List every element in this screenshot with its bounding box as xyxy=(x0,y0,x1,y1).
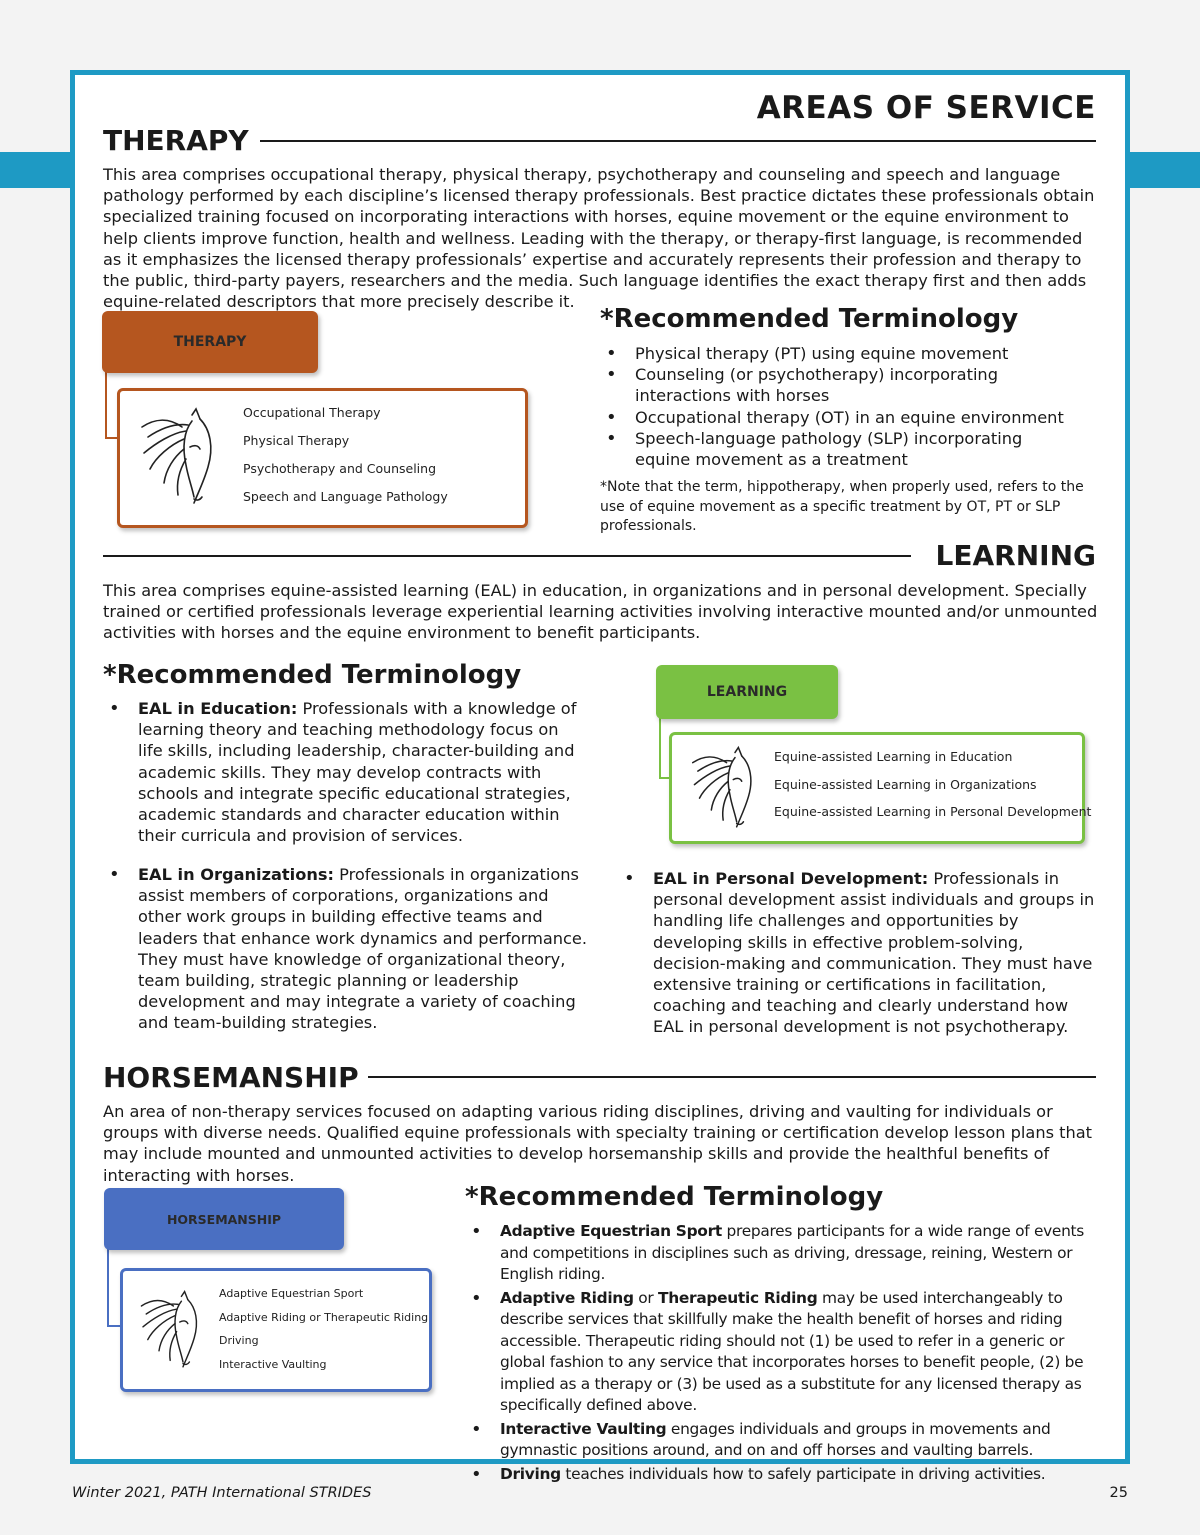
term-text: Professionals with a knowledge of learning theory and teaching methodology focus on life skills, including leadership, character-building and academic skills. They may develop contracts with schools and integrate specific educational strategies, academic standards and character education within their curricula and provision of services. xyxy=(138,699,577,846)
hippotherapy-note: *Note that the term, hippotherapy, when properly used, refers to the use of equine movement as a specific treatment by OT, PT or SLP professionals. xyxy=(600,479,1084,534)
therapy-diagram-item: Physical Therapy xyxy=(243,433,350,448)
therapy-diagram-item: Occupational Therapy xyxy=(243,405,381,420)
therapy-rule xyxy=(260,140,1096,142)
learning-diagram-item: Equine-assisted Learning in Education xyxy=(774,749,1013,764)
list-item: • Occupational therapy (OT) in an equine environment xyxy=(600,407,1080,428)
right-edge-tab xyxy=(1126,152,1200,188)
learning-terms-list-left-2 xyxy=(103,864,588,1034)
learning-rule xyxy=(103,555,911,557)
page-number: 25 xyxy=(1109,1485,1128,1501)
term-text: prepares participants for a wide range of events and competitions in disciplines such as driving, dressage, reining, Western or English riding. xyxy=(500,1222,1085,1283)
horsemanship-terms-list xyxy=(465,1221,1110,1485)
term-text: Professionals in personal development assist individuals and groups in handling life challenges and opportunities by developing skills in effective problem-solving, decision-making and communication. They must have extensive training or certifications in facilitation, coaching and teaching and clearly understand how EAL in personal development is not psychotherapy. xyxy=(653,869,1095,1037)
term-label: Adaptive Riding xyxy=(500,1288,634,1307)
therapy-diagram-box xyxy=(117,388,528,528)
term-text: Professionals in organizations assist members of corporations, organizations and other work groups in building effective teams and leaders that enhance work dynamics and performance. They must have knowledge of organizational theory, team building, strategic planning or leadership development and may integrate a variety of coaching and team-building strategies. xyxy=(138,865,588,1033)
term-label: EAL in Organizations: xyxy=(138,865,334,884)
learning-heading: LEARNING xyxy=(935,539,1096,572)
term-connector: or xyxy=(633,1288,659,1307)
learning-recommended-heading: *Recommended Terminology xyxy=(103,660,522,690)
therapy-diagram-item: Psychotherapy and Counseling xyxy=(243,461,437,476)
learning-diagram-tab: LEARNING xyxy=(656,665,838,719)
learning-terms-list-left xyxy=(103,698,588,846)
learning-diagram-box xyxy=(669,732,1092,844)
horsemanship-diagram-item: Driving xyxy=(219,1334,259,1347)
term-text: may be used interchangeably to describe services that skillfully make the health benefit of horses and riding accessible. Therapeutic riding should not (1) be used to refer in a generic or global fashion to any service that incorporates horses to benefit people, (2) be implied as a therapy or (3) be used as a substitute for any licensed therapy as specifically defined above. xyxy=(500,1288,1084,1414)
horsemanship-diagram-item: Interactive Vaulting xyxy=(219,1358,327,1371)
list-item xyxy=(465,1221,1110,1286)
list-item: • Physical therapy (PT) using equine movement xyxy=(600,343,1080,364)
learning-diagram-item: Equine-assisted Learning in Personal Development xyxy=(774,804,1092,819)
horsemanship-rule xyxy=(368,1076,1096,1078)
list-item xyxy=(103,698,588,846)
list-item xyxy=(465,1464,1110,1486)
term-label: Adaptive Equestrian Sport xyxy=(500,1222,722,1240)
horsemanship-description: An area of non-therapy services focused on adapting various riding disciplines, driving and vaulting for individuals or groups with diverse needs. Qualified equine professionals with specialty training or certification develop lesson plans that may include mounted and unmounted activities to develop horsemanship skills and provide the healthful benefits of interacting with horses. xyxy=(103,1102,1093,1185)
term-label-secondary: Therapeutic Riding xyxy=(658,1288,818,1307)
list-item xyxy=(465,1288,1110,1417)
term-text: teaches individuals how to safely participate in driving activities. xyxy=(560,1464,1046,1483)
list-item: • Speech-language pathology (SLP) incorporating equine movement as a treatment xyxy=(600,428,1080,470)
left-edge-tab xyxy=(0,152,74,188)
term-label: EAL in Personal Development: xyxy=(653,869,929,888)
term-label: Driving xyxy=(500,1464,561,1483)
horse-icon xyxy=(134,407,224,507)
horsemanship-diagram-item: Adaptive Riding or Therapeutic Riding xyxy=(219,1311,429,1324)
footer-publication: Winter 2021, PATH International STRIDES xyxy=(72,1485,372,1501)
list-item: • Counseling (or psychotherapy) incorporating interactions with horses xyxy=(600,364,1080,406)
learning-diagram-item: Equine-assisted Learning in Organizations xyxy=(774,777,1037,792)
term-text: engages individuals and groups in movements and gymnastic positions around, and on and off horses and vaulting barrels. xyxy=(500,1419,1051,1459)
learning-description: This area comprises equine-assisted learning (EAL) in education, in organizations and in personal development. Specially trained or certified professionals leverage experiential learning activities involving interactive mounted and/or unmounted activities with horses and the equine environment to benefit participants. xyxy=(103,581,1098,643)
horsemanship-diagram-box xyxy=(120,1268,432,1392)
list-item xyxy=(103,864,588,1034)
page-title: AREAS OF SERVICE xyxy=(756,90,1096,126)
horsemanship-recommended-heading: *Recommended Terminology xyxy=(465,1182,884,1212)
learning-terms-list-right xyxy=(618,868,1096,1038)
therapy-diagram-tab: THERAPY xyxy=(102,311,318,373)
horse-icon xyxy=(686,745,762,831)
therapy-diagram-item: Speech and Language Pathology xyxy=(243,489,448,504)
term-label: EAL in Education: xyxy=(138,699,298,718)
therapy-terms-list xyxy=(600,343,1080,470)
therapy-recommended-heading: *Recommended Terminology xyxy=(600,304,1019,334)
list-item xyxy=(618,868,1096,1038)
horsemanship-diagram-tab: HORSEMANSHIP xyxy=(104,1188,344,1250)
horsemanship-heading: HORSEMANSHIP xyxy=(103,1061,359,1094)
horse-icon xyxy=(135,1289,207,1371)
horsemanship-diagram-item: Adaptive Equestrian Sport xyxy=(219,1287,364,1300)
term-label: Interactive Vaulting xyxy=(500,1419,667,1438)
therapy-heading: THERAPY xyxy=(103,124,249,157)
list-item xyxy=(465,1419,1110,1462)
therapy-description: This area comprises occupational therapy, physical therapy, psychotherapy and counseling and speech and language pathology performed by each discipline’s licensed therapy professionals. Best practice dictates these professionals obtain specialized training focused on incorporating interactions with horses, equine movement or the equine environment to help clients improve function, health and wellness. Leading with the therapy, or therapy-first language, is recommended as it emphasizes the licensed therapy professionals’ expertise and accurately represents their profession and therapy to the public, third-party payers, researchers and the media. Such language identifies the exact therapy first and then adds equine-related descriptors that more precisely describe it. xyxy=(103,165,1095,312)
